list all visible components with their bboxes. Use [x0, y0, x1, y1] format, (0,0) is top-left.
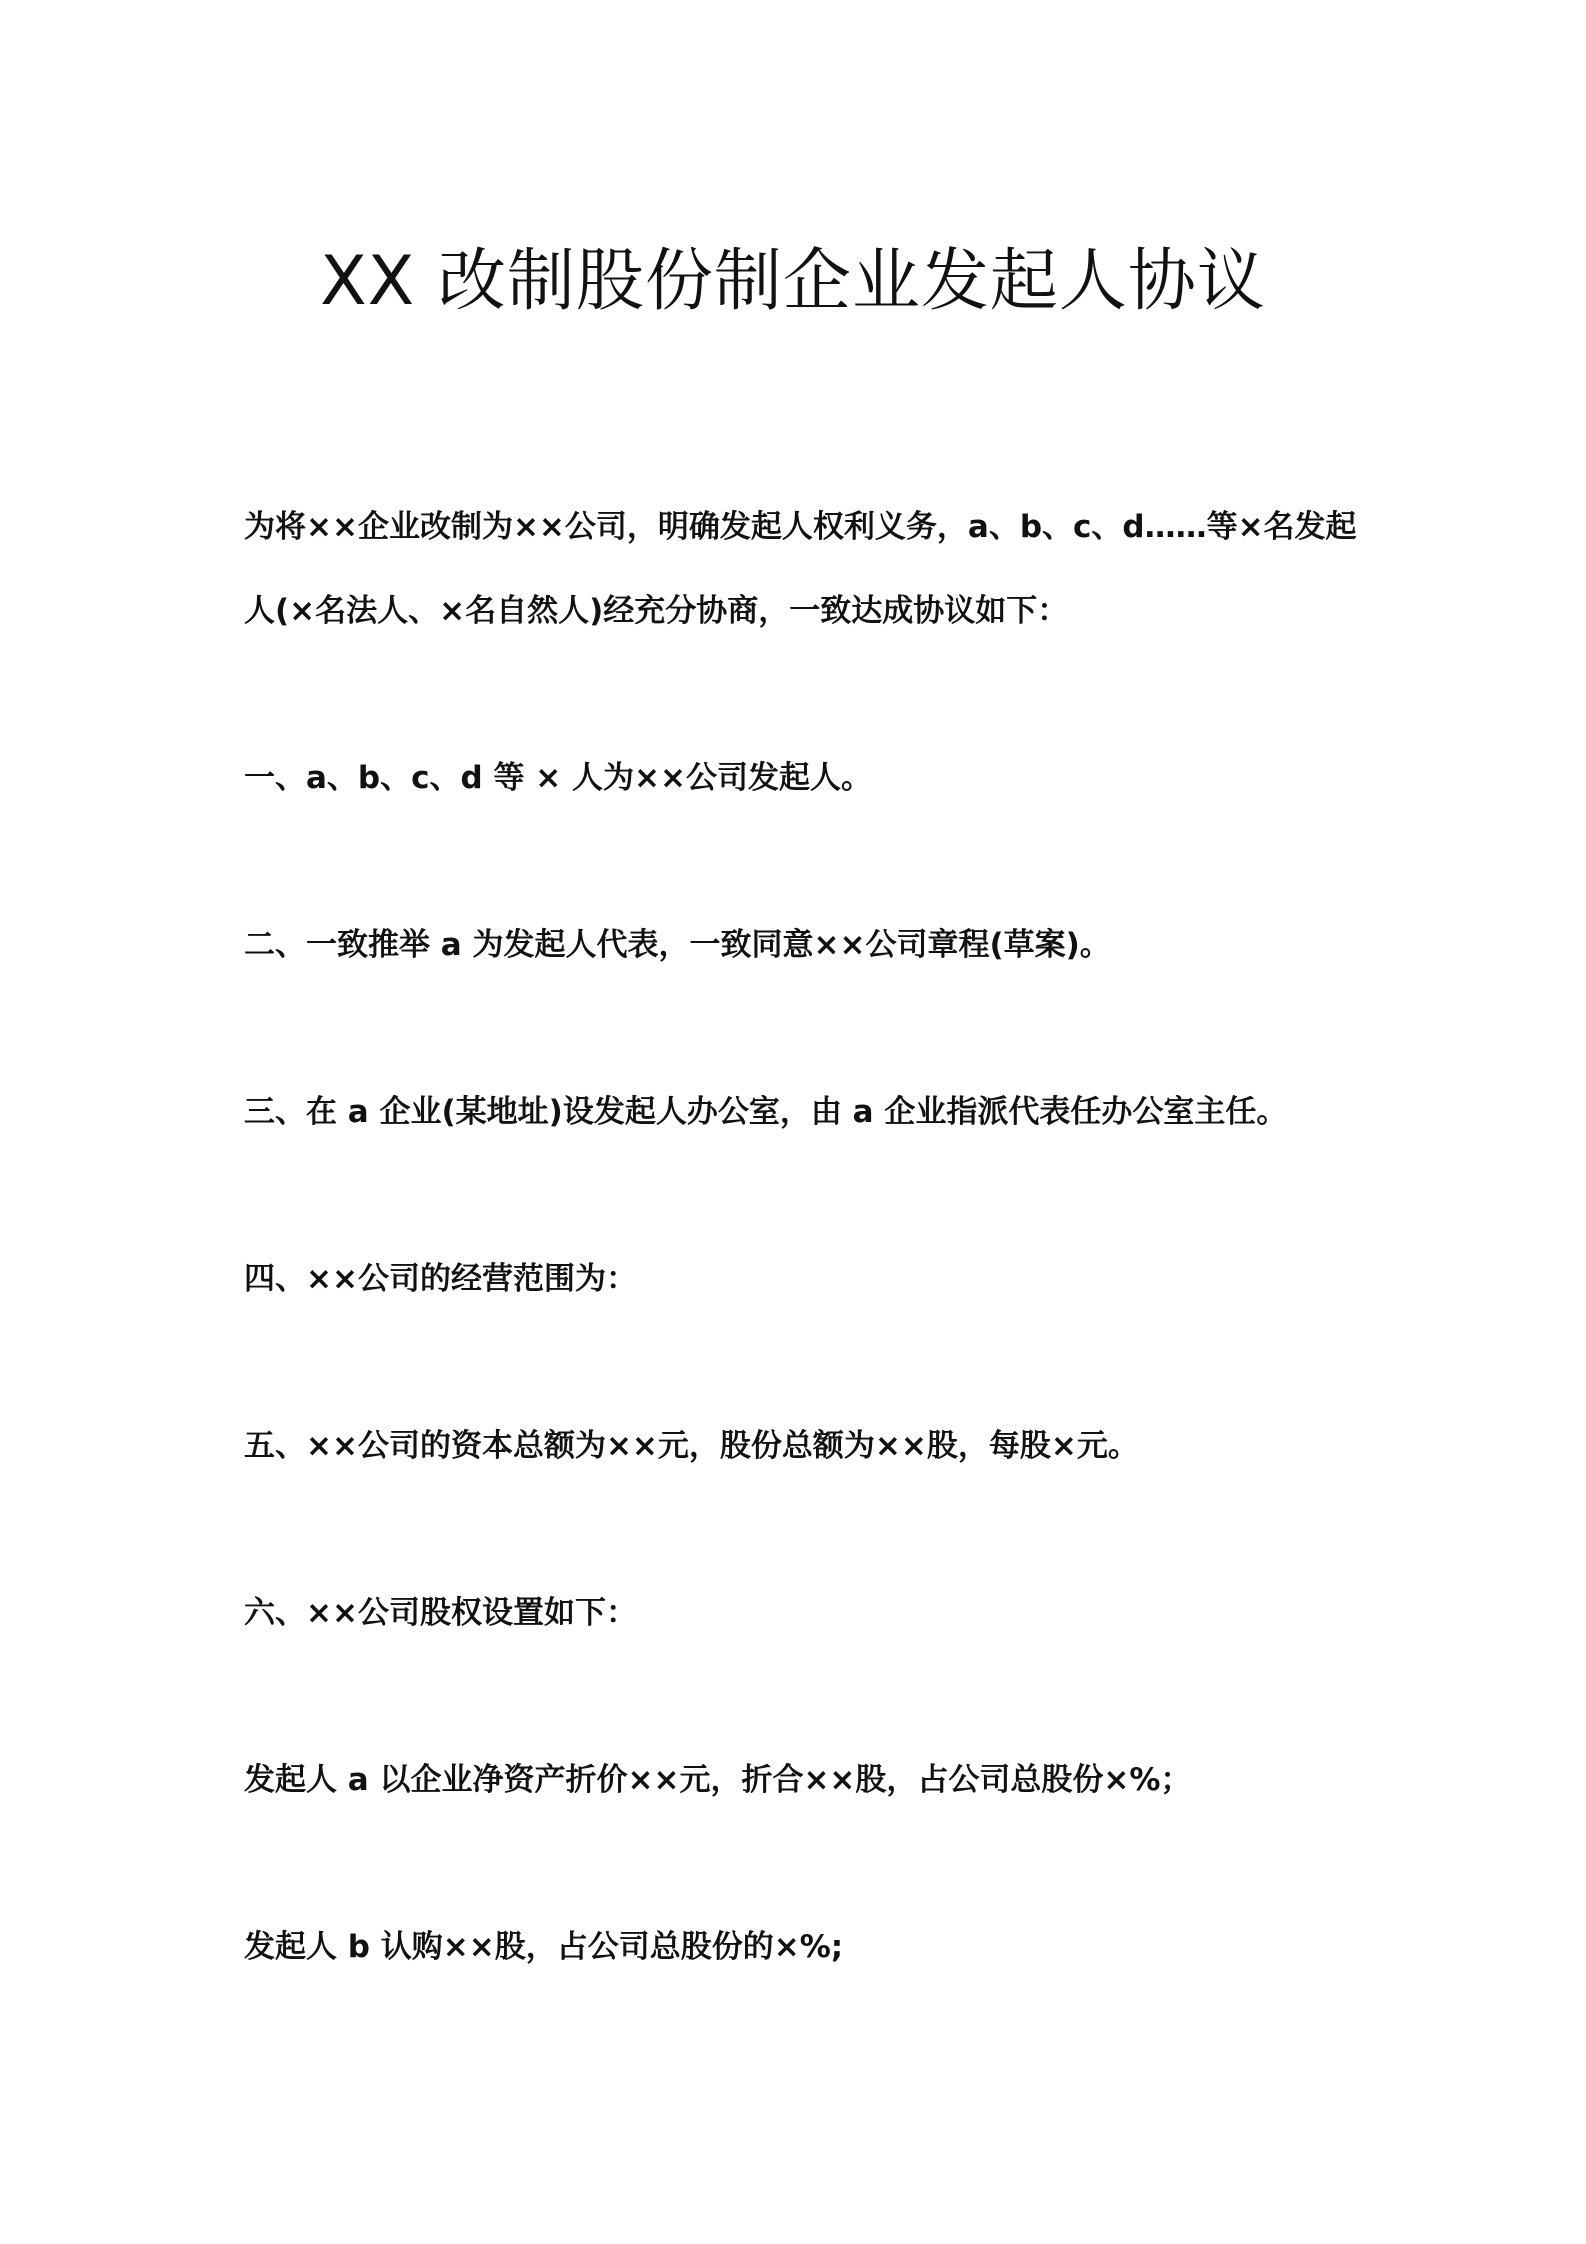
shareholding-item-b: 发起人 b 认购××股，占公司总股份的×%; — [244, 1929, 844, 1965]
clause-5: 五、××公司的资本总额为××元，股份总额为××股，每股×元。 — [244, 1428, 1139, 1464]
clause-3: 三、在 a 企业(某地址)设发起人办公室，由 a 企业指派代表任办公室主任。 — [244, 1094, 1288, 1130]
document-title: XX 改制股份制企业发起人协议 — [320, 242, 1266, 321]
intro-paragraph-line-2: 人(×名法人、×名自然人)经充分协商，一致达成协议如下： — [244, 593, 1069, 629]
clause-6: 六、××公司股权设置如下： — [244, 1595, 637, 1631]
clause-1: 一、a、b、c、d 等 × 人为××公司发起人。 — [244, 760, 872, 796]
clause-4: 四、××公司的经营范围为： — [244, 1261, 637, 1297]
intro-paragraph-line-1: 为将××企业改制为××公司，明确发起人权利义务，a、b、c、d……等×名发起 — [244, 509, 1357, 545]
clause-2: 二、一致推举 a 为发起人代表，一致同意××公司章程(草案)。 — [244, 927, 1111, 963]
shareholding-item-a: 发起人 a 以企业净资产折价××元，折合××股，占公司总股份×%； — [244, 1762, 1192, 1798]
